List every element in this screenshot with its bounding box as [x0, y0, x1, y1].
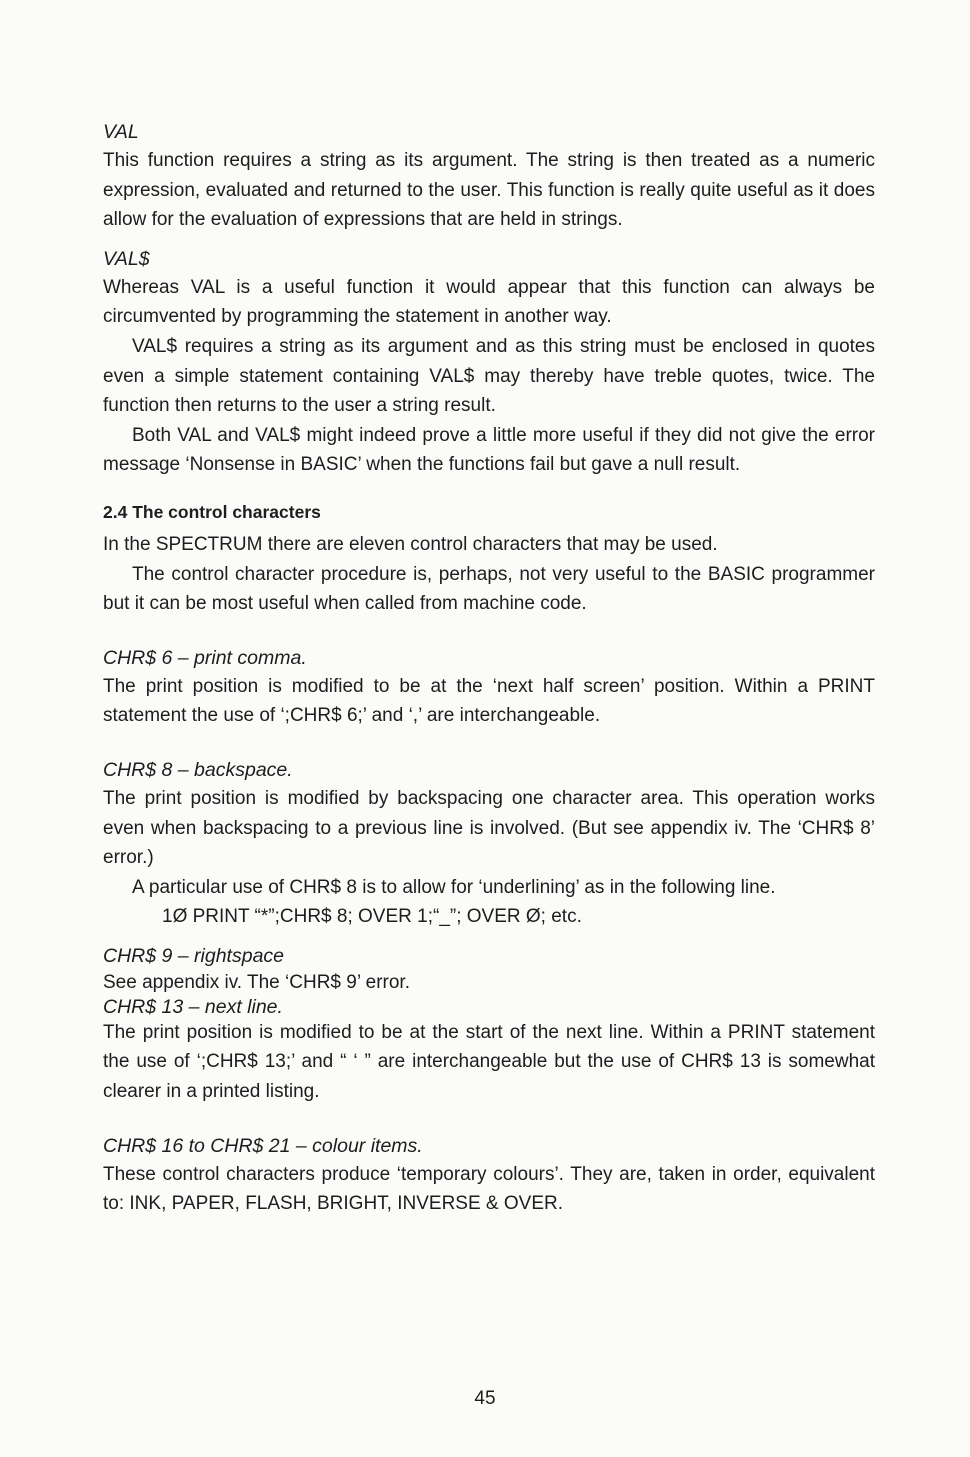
chr9-paragraph: See appendix iv. The ‘CHR$ 9’ error.	[103, 971, 410, 993]
chr9-heading: CHR$ 9 – rightspace	[103, 944, 285, 967]
chr8-paragraph-2: A particular use of CHR$ 8 is to allow for ‘underlining’ as in the following line.	[132, 876, 776, 898]
code-example-line: 1Ø PRINT “*”;CHR$ 8; OVER 1;“_”; OVER Ø; etc.	[162, 906, 582, 928]
chr8-paragraph-1: The print position is modified by backspacing one character area. This operation works even when backspacing to a previous line is involved. (But see appendix iv. The ‘CHR$ 8’ error.)	[103, 787, 875, 869]
chr6-heading: CHR$ 6 – print comma.	[103, 646, 307, 669]
chr13-heading: CHR$ 13 – next line.	[103, 995, 283, 1018]
control-characters-paragraph-2: The control character procedure is, perhaps, not very useful to the BASIC programmer but it can be most useful when called from machine code.	[103, 563, 875, 615]
val-heading: VAL	[103, 121, 139, 143]
chr16-21-paragraph: These control characters produce ‘temporary colours’. They are, taken in order, equivalent to: INK, PAPER, FLASH, BRIGHT, INVERSE & OVER.	[103, 1163, 875, 1215]
page-content	[103, 118, 875, 1219]
chr16-21-heading: CHR$ 16 to CHR$ 21 – colour items.	[103, 1134, 423, 1157]
val-string-paragraph-1: Whereas VAL is a useful function it would appear that this function can always be circumvented by programming the statement in another way.	[103, 276, 875, 328]
val-string-heading: VAL$	[103, 247, 150, 270]
val-string-paragraph-3: Both VAL and VAL$ might indeed prove a little more useful if they did not give the error message ‘Nonsense in BASIC’ when the functions fail but gave a null result.	[103, 424, 875, 476]
chr8-heading: CHR$ 8 – backspace.	[103, 758, 293, 781]
chr6-paragraph: The print position is modified to be at the ‘next half screen’ position. Within a PRINT statement the use of ‘;CHR$ 6;’ and ‘,’ are interchangeable.	[103, 675, 875, 727]
chr13-paragraph: The print position is modified to be at the start of the next line. Within a PRINT statement the use of ‘;CHR$ 13;’ and “ ‘ ” are interchangeable but the use of CHR$ 13 is somewhat clearer in a printed listing.	[103, 1021, 875, 1103]
section-heading-control-characters: 2.4 The control characters	[103, 501, 321, 522]
control-characters-paragraph-1: In the SPECTRUM there are eleven control characters that may be used.	[103, 533, 718, 555]
val-paragraph: This function requires a string as its argument. The string is then treated as a numeric expression, evaluated and returned to the user. This function is really quite useful as it does allow for the evaluation of expressions that are held in strings.	[103, 150, 875, 231]
val-string-paragraph-2: VAL$ requires a string as its argument and as this string must be enclosed in quotes even a simple statement containing VAL$ may thereby have treble quotes, twice. The function then returns to the user a string result.	[103, 335, 875, 417]
page-number: 45	[474, 1388, 496, 1409]
